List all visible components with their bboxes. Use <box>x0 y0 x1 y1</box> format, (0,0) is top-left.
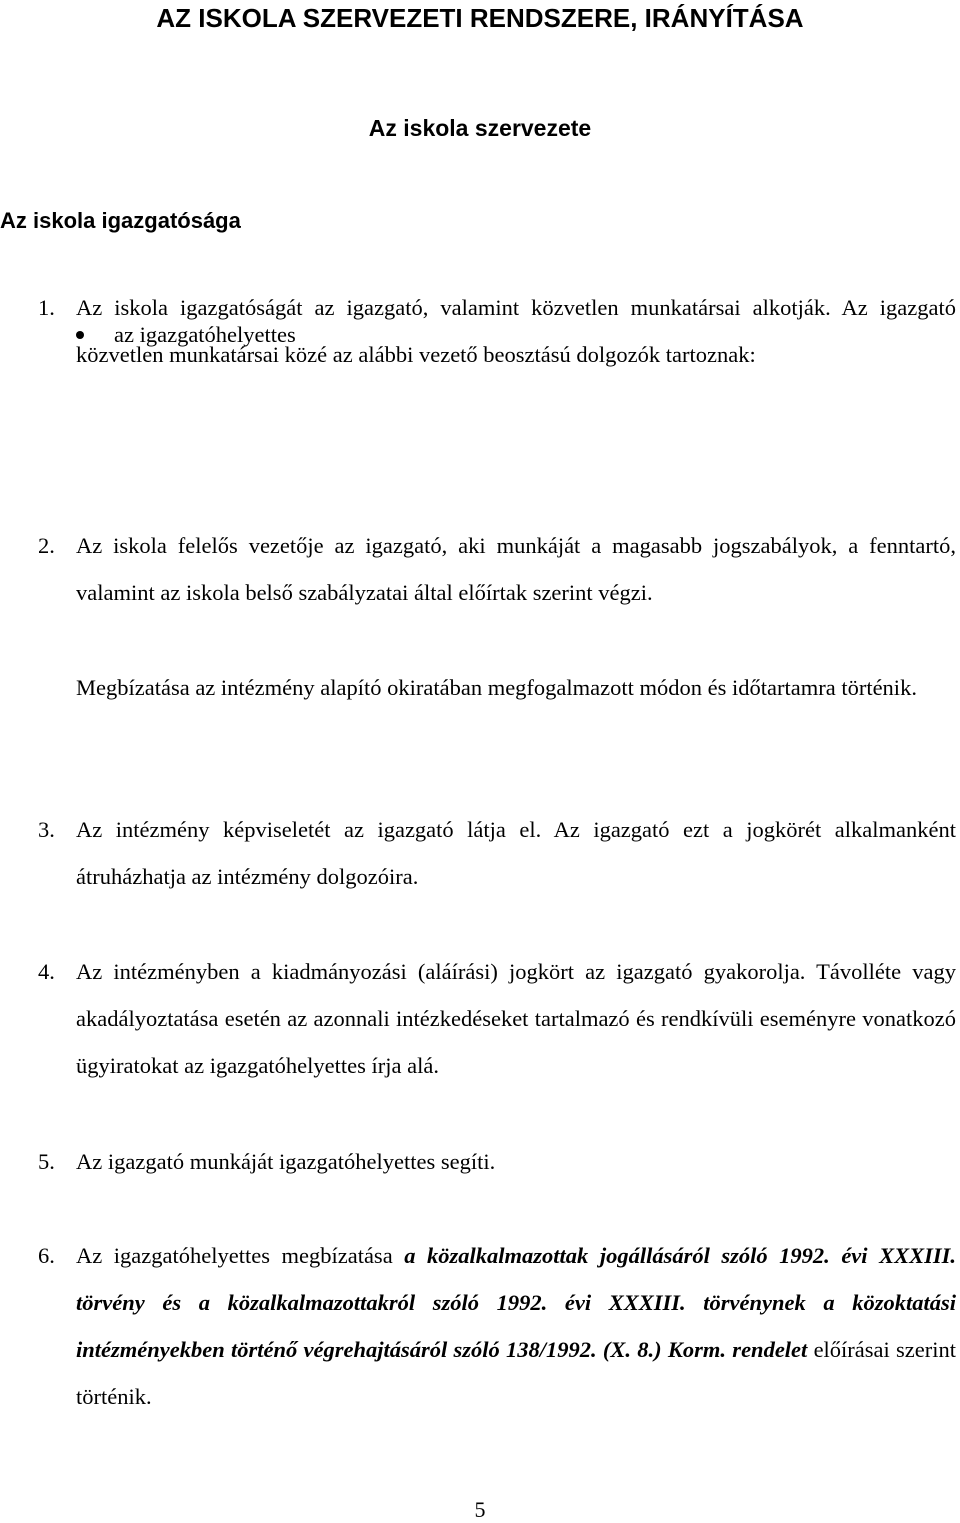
list-item-2 <box>38 522 956 616</box>
list-item-4 <box>38 948 956 1089</box>
list-item-6 <box>38 1232 957 1420</box>
document-subtitle: Az iskola szervezete <box>368 115 592 141</box>
list-item-5 <box>38 1138 956 1185</box>
list-item-3 <box>38 806 956 900</box>
bullet-text: az igazgatóhelyettes <box>114 322 296 347</box>
item-text-after: előírásai szerint történik. <box>76 1337 957 1409</box>
item-text-before: Az igazgatóhelyettes megbízatása <box>76 1243 393 1268</box>
legal-reference-link: a közalkalmazottak jogállásáról szóló 1992. évi XXXIII. törvény <box>76 1243 956 1315</box>
item-2-extra-paragraph <box>76 664 956 711</box>
item-text: Megbízatása az intézmény alapító okiratában megfogalmazott módon és időtartamra történik. <box>76 675 917 700</box>
item-text: Az intézmény képviseletét az igazgató látja el. Az igazgató ezt a jogkörét alkalmanként átruházhatja az intézmény dolgozóira. <box>76 817 956 889</box>
legal-reference-link: a közalkalmazottakról szóló 1992. évi XXXIII. törvénynek a közoktatási intézményekben történő végrehajtásáról szóló 138/1992. (X. 8.) Korm. rendelet <box>76 1290 956 1362</box>
item-text: Az iskola felelős vezetője az igazgató, aki munkáját a magasabb jogszabályok, a fenntartó, valamint az iskola belső szabályzatai által előírtak szerint végzi. <box>76 533 956 605</box>
item-text: Az intézményben a kiadmányozási (aláírási) jogkört az igazgató gyakorolja. Távolléte vagy akadályoztatása esetén az azonnali intézkedéseket tartalmazó és rendkívüli eseményre vonatkozó ügyiratokat az igazgatóhelyettes írja alá. <box>76 959 956 1078</box>
item-number: 1. <box>38 295 55 320</box>
connector-text: és <box>162 1290 182 1315</box>
document-title: AZ ISKOLA SZERVEZETI RENDSZERE, IRÁNYÍTÁSA <box>156 3 804 33</box>
item-number: 3. <box>38 817 55 842</box>
item-number: 2. <box>38 533 55 558</box>
section-heading: Az iskola igazgatósága <box>0 208 241 233</box>
bullet-icon <box>76 331 84 339</box>
item-text <box>76 1232 956 1420</box>
item-text: Az iskola igazgatóságát az igazgató, valamint közvetlen munkatársai alkotják. Az igazgató közvetlen munkatársai közé az alábbi vezető beosztású dolgozók tartoznak: <box>76 295 956 367</box>
item-number: 5. <box>38 1149 55 1174</box>
item-text: Az igazgató munkáját igazgatóhelyettes segíti. <box>76 1149 496 1174</box>
item-number: 4. <box>38 959 55 984</box>
item-number: 6. <box>38 1243 55 1268</box>
page-number: 5 <box>474 1497 486 1522</box>
